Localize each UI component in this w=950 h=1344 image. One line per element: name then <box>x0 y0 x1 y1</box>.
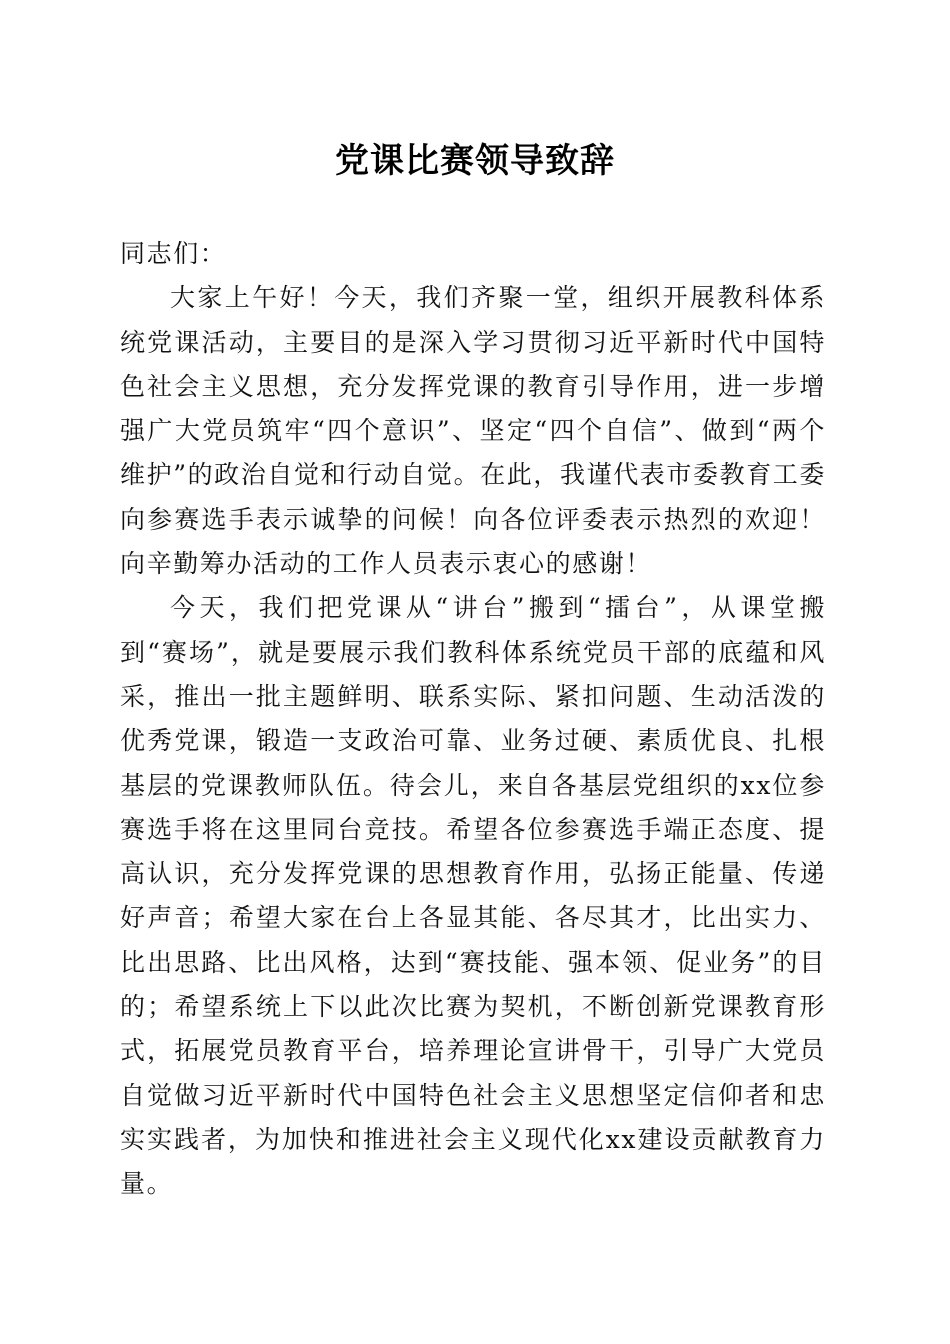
paragraph-2: 今天，我们把党课从“讲台”搬到“擂台”，从课堂搬到“赛场”，就是要展示我们教科体系统党员干部的底蕴和风采，推出一批主题鲜明、联系实际、紧扣问题、生动活泼的优秀党课，锻造一支政治可靠、业务过硬、素质优良、扎根基层的党课教师队伍。待会儿，来自各基层党组织的xx位参赛选手将在这里同台竞技。希望各位参赛选手端正态度、提高认识，充分发挥党课的思想教育作用，弘扬正能量、传递好声音；希望大家在台上各显其能、各尽其才，比出实力、比出思路、比出风格，达到“赛技能、强本领、促业务”的目的；希望系统上下以此次比赛为契机，不断创新党课教育形式，拓展党员教育平台，培养理论宣讲骨干，引导广大党员自觉做习近平新时代中国特色社会主义思想坚定信仰者和忠实实践者，为加快和推进社会主义现代化xx建设贡献教育力量。 <box>120 593 826 1199</box>
document-body <box>120 232 826 1207</box>
salutation: 同志们： <box>120 239 227 268</box>
paragraph-1: 大家上午好！今天，我们齐聚一堂，组织开展教科体系统党课活动，主要目的是深入学习贯彻习近平新时代中国特色社会主义思想，充分发挥党课的教育引导作用，进一步增强广大党员筑牢“四个意识”、坚定“四个自信”、做到“两个维护”的政治自觉和行动自觉。在此，我谨代表市委教育工委向参赛选手表示诚挚的问候！向各位评委表示热烈的欢迎！向辛勤筹办活动的工作人员表示衷心的感谢！ <box>120 283 826 579</box>
document-title: 党课比赛领导致辞 <box>335 141 615 181</box>
